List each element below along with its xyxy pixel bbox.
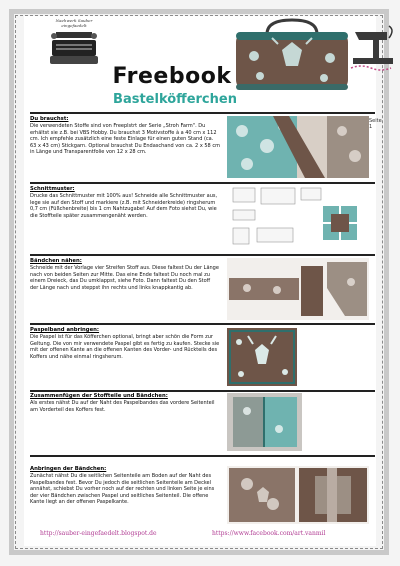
section-divider xyxy=(30,390,375,392)
page-subtitle: Bastelköfferchen xyxy=(113,92,237,107)
sewing-machine-icon xyxy=(349,18,399,73)
section-title: Zusammenfügen der Stoffteile und Bändchen: xyxy=(30,393,168,399)
section-baendchen xyxy=(30,258,220,291)
section-text: Als erstes nähst Du auf der Naht des Paspelbandes das vordere Seitenteil am Vorderteil des Koffers fest. xyxy=(30,400,215,413)
section-title: Du brauchst: xyxy=(30,116,69,122)
section-du-brauchst xyxy=(30,116,220,156)
joining-parts-photo xyxy=(227,393,302,451)
piping-deer-photo xyxy=(227,328,297,386)
section-text: Zunächst nähst Du die seitlichen Seitenteile am Boden auf der Naht des Paspelbandes fest. Bevor Du jedoch die seitlichen Seitenteile am Deckel annähst, schiebst Du vorher noch auf der rechten und linken Seite je eins der vier Bändchen zwischen Paspel und seitliches Seitenteil. Die offene Kante liegt an der offenen Paspelkante. xyxy=(30,473,215,506)
strap-folding-photo xyxy=(227,258,369,320)
section-text: Die Paspel ist für das Köfferchen optional, bringt aber schön die Form zur Geltung. Die von mir verwendete Paspel gibt es fertig zu kaufen. Stecke sie mit der offenen Kante an die offenen Kanten des Vorder- und Rückteils des Koffers und nähe einmal ringsherum. xyxy=(30,334,220,360)
section-divider xyxy=(30,254,375,256)
page-number: Seite 1 xyxy=(369,118,382,130)
facebook-link[interactable]: https://www.facebook.com/art.vanmil xyxy=(212,530,326,537)
section-schnittmuster xyxy=(30,186,220,219)
strap-attach-photo xyxy=(227,466,369,524)
section-paspelband xyxy=(30,327,220,360)
page-title: Freebook xyxy=(112,64,232,89)
section-divider xyxy=(30,323,375,325)
section-title: Anbringen der Bändchen: xyxy=(30,466,107,472)
section-text: Drucke das Schnittmuster mit 100% aus! Schneide alle Schnittmuster aus, lege sie auf den Stoff und markiere (z.B. mit Schneiderkreide) ringsherum 0,7 cm (Füßchenbreite) bis 1 cm Nahtzugabe! Auf dem Foto siehst Du, wie die Stoffteile später zusammengenäht werden. xyxy=(30,193,218,219)
section-anbringen xyxy=(30,466,220,506)
fabric-rolls-photo xyxy=(227,116,369,178)
section-text: Die verwendeten Stoffe sind von Freeplstrt der Serie „Stroh Farm". Du erhältst sie z.B. bei VBS Hobby. Du brauchst 3 Motivstoffe à a 40 cm x 112 cm. Ich empfehle zusätzlich eine feste Einlage für einen guten Stand (ca. 63 x 43 cm) Stickgarn. Optional brauchst Du Endaschand von ca. 2 x 58 cm in Länge und Transparentfolie von 12 x 28 cm. xyxy=(30,123,220,156)
section-divider xyxy=(30,455,375,457)
section-divider xyxy=(30,112,375,114)
section-title: Bändchen nähen: xyxy=(30,258,82,264)
section-title: Schnittmuster: xyxy=(30,186,75,192)
pattern-pieces-photo xyxy=(227,184,369,250)
section-text: Schneide mit der Vorlage vier Streifen Stoff aus. Diese faltest Du der Länge nach von beiden Seiten zur Mitte. Das eine Ende faltest Du noch mal zu einem Dreieck, das Du umklappst, siehe Foto. Dann faltest Du den Stoff der Länge nach und steppst ihn rechts und links knappkantig ab. xyxy=(30,265,219,291)
logo-stamp-text: Naehwerk Sauber eingefaedelt xyxy=(55,18,93,28)
suitcase-photo xyxy=(232,16,352,94)
section-zusammenfuegen xyxy=(30,393,220,413)
blog-link[interactable]: http://sauber-eingefaedelt.blogspot.de xyxy=(40,530,157,537)
section-title: Paspelband anbringen: xyxy=(30,327,100,333)
